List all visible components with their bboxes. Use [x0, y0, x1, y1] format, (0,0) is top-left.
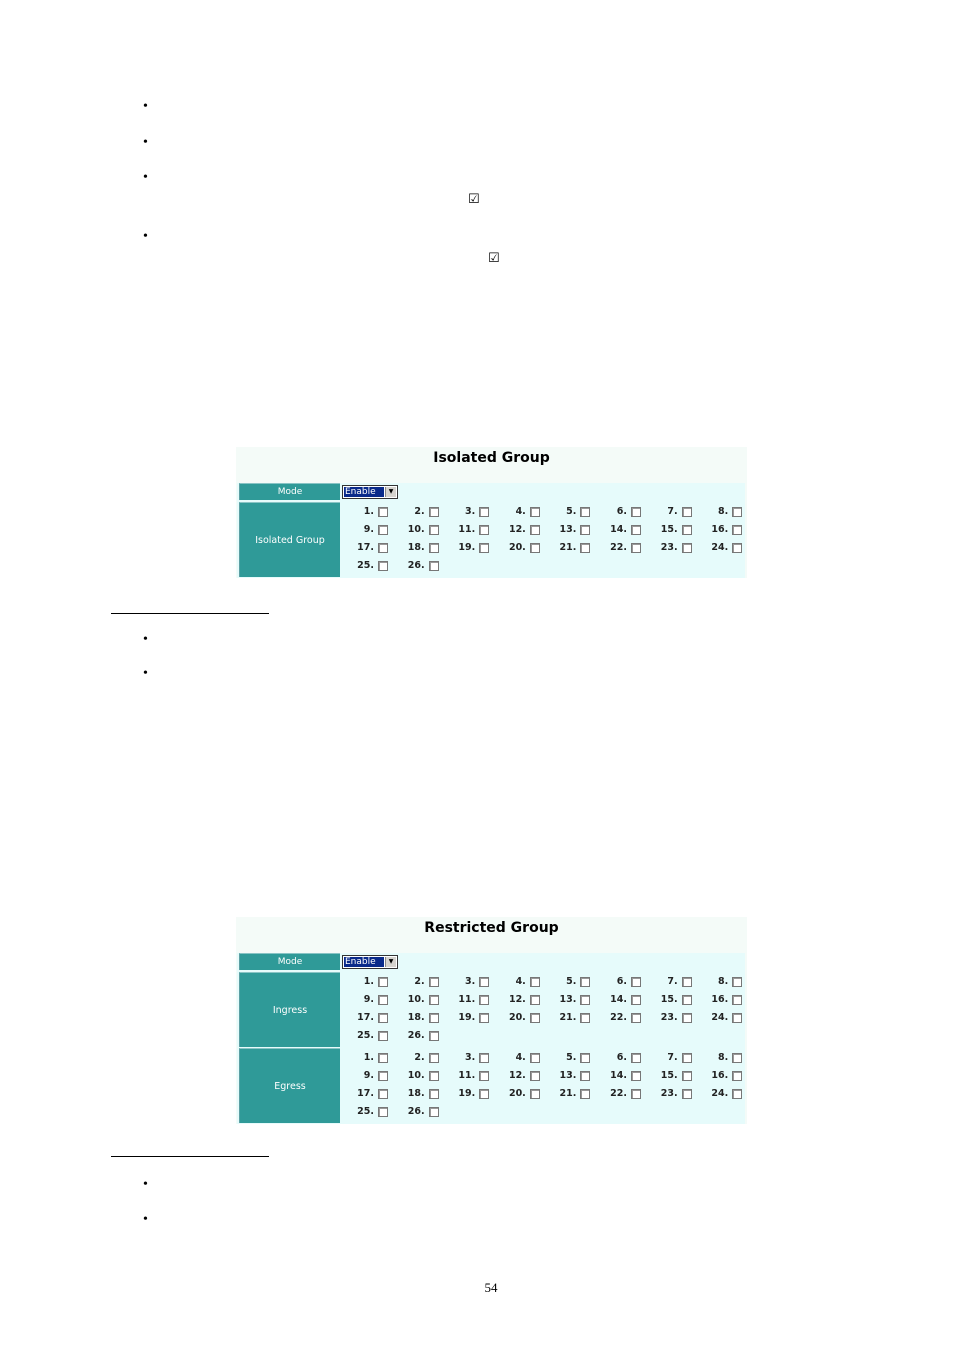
- port-checkbox-item[interactable]: [646, 505, 692, 519]
- port-checkbox[interactable]: [631, 995, 641, 1005]
- port-checkbox[interactable]: [580, 1071, 590, 1081]
- port-checkbox-item[interactable]: [393, 993, 439, 1007]
- port-checkbox[interactable]: [479, 1053, 489, 1063]
- port-checkbox[interactable]: [732, 977, 742, 987]
- port-checkbox[interactable]: [429, 507, 439, 517]
- port-number: 25.: [357, 1106, 374, 1117]
- port-checkbox[interactable]: [530, 525, 540, 535]
- port-checkbox[interactable]: [530, 977, 540, 987]
- port-number: 8.: [717, 1052, 729, 1063]
- port-checkbox[interactable]: [732, 543, 742, 553]
- port-checkbox[interactable]: [580, 1013, 590, 1023]
- port-checkbox[interactable]: [479, 1013, 489, 1023]
- port-number: 15.: [660, 1070, 678, 1081]
- port-number: 21.: [559, 1088, 577, 1099]
- port-checkbox-item[interactable]: [342, 1069, 388, 1083]
- port-checkbox[interactable]: [682, 995, 692, 1005]
- port-number: 6.: [616, 1052, 627, 1063]
- port-number: 5.: [566, 506, 577, 517]
- port-number: 14.: [610, 1070, 627, 1081]
- port-checkbox-item[interactable]: [646, 975, 692, 989]
- port-checkbox-item[interactable]: [646, 523, 692, 537]
- port-checkbox[interactable]: [580, 977, 590, 987]
- port-checkbox[interactable]: [429, 561, 439, 571]
- port-checkbox[interactable]: [580, 1053, 590, 1063]
- bullet-7: •: [143, 1177, 148, 1192]
- port-checkbox[interactable]: [429, 1053, 439, 1063]
- port-number: 22.: [610, 542, 627, 553]
- port-checkbox-item[interactable]: [342, 993, 388, 1007]
- port-checkbox[interactable]: [580, 1089, 590, 1099]
- port-checkbox-item[interactable]: [393, 505, 439, 519]
- mode-select-value: Enable: [344, 487, 384, 497]
- mode-select-value: Enable: [344, 957, 384, 967]
- port-number: 16.: [711, 994, 729, 1005]
- port-number: 1.: [363, 976, 374, 987]
- mode-select[interactable]: [342, 955, 398, 969]
- port-checkbox-item[interactable]: [595, 505, 641, 519]
- port-checkbox-item[interactable]: [595, 975, 641, 989]
- port-number: 8.: [717, 506, 729, 517]
- port-checkbox-item[interactable]: [494, 1069, 540, 1083]
- port-number: 12.: [508, 994, 526, 1005]
- port-checkbox-item[interactable]: [342, 975, 388, 989]
- port-number: 5.: [566, 976, 577, 987]
- port-checkbox[interactable]: [429, 1071, 439, 1081]
- bullet-4: •: [143, 229, 148, 244]
- port-checkbox[interactable]: [530, 543, 540, 553]
- port-number: 13.: [559, 524, 577, 535]
- port-number: 9.: [363, 1070, 374, 1081]
- port-number: 13.: [559, 1070, 577, 1081]
- port-checkbox[interactable]: [479, 1089, 489, 1099]
- port-number: 26.: [407, 1106, 425, 1117]
- port-checkbox[interactable]: [682, 543, 692, 553]
- port-number: 2.: [414, 1052, 425, 1063]
- port-number: 1.: [363, 1052, 374, 1063]
- port-checkbox-item[interactable]: [443, 975, 489, 989]
- port-number: 23.: [660, 1012, 678, 1023]
- port-number: 4.: [515, 506, 526, 517]
- port-checkbox-item[interactable]: [696, 1069, 742, 1083]
- port-number: 10.: [407, 994, 425, 1005]
- port-checkbox[interactable]: [378, 525, 388, 535]
- port-checkbox-item[interactable]: [544, 1069, 590, 1083]
- port-number: 18.: [407, 1012, 425, 1023]
- bullet-1: •: [143, 99, 148, 114]
- port-checkbox-item[interactable]: [595, 1011, 641, 1025]
- port-checkbox[interactable]: [479, 995, 489, 1005]
- port-checkbox-item[interactable]: [696, 1087, 742, 1101]
- port-checkbox-item[interactable]: [342, 1087, 388, 1101]
- port-checkbox-item[interactable]: [393, 559, 439, 573]
- port-checkbox-item[interactable]: [342, 559, 388, 573]
- port-number: 11.: [458, 1070, 476, 1081]
- port-checkbox-item[interactable]: [393, 1011, 439, 1025]
- port-checkbox-item[interactable]: [544, 1011, 590, 1025]
- port-number: 25.: [357, 1030, 374, 1041]
- port-checkbox-item[interactable]: [443, 1069, 489, 1083]
- port-checkbox-item[interactable]: [443, 505, 489, 519]
- port-checkbox[interactable]: [530, 1053, 540, 1063]
- port-checkbox[interactable]: [378, 543, 388, 553]
- port-checkbox-item[interactable]: [443, 541, 489, 555]
- port-checkbox[interactable]: [429, 525, 439, 535]
- port-checkbox-item[interactable]: [595, 993, 641, 1007]
- port-number: 10.: [407, 1070, 425, 1081]
- port-checkbox-item[interactable]: [696, 1011, 742, 1025]
- port-checkbox-item[interactable]: [494, 541, 540, 555]
- port-number: 6.: [616, 506, 627, 517]
- port-checkbox-item[interactable]: [494, 1087, 540, 1101]
- port-number: 21.: [559, 542, 577, 553]
- port-checkbox-item[interactable]: [646, 993, 692, 1007]
- port-checkbox-item[interactable]: [443, 1087, 489, 1101]
- port-checkbox-item[interactable]: [443, 523, 489, 537]
- port-checkbox[interactable]: [378, 507, 388, 517]
- port-checkbox[interactable]: [530, 995, 540, 1005]
- port-checkbox-item[interactable]: [646, 1051, 692, 1065]
- port-checkbox-item[interactable]: [646, 1087, 692, 1101]
- port-checkbox[interactable]: [631, 1089, 641, 1099]
- port-checkbox[interactable]: [631, 507, 641, 517]
- port-checkbox[interactable]: [530, 1089, 540, 1099]
- port-number: 25.: [357, 560, 374, 571]
- port-checkbox[interactable]: [429, 1013, 439, 1023]
- port-number: 15.: [660, 994, 678, 1005]
- port-checkbox[interactable]: [530, 1071, 540, 1081]
- port-number: 19.: [458, 1012, 476, 1023]
- egress-label: Egress: [239, 1048, 340, 1123]
- port-checkbox-item[interactable]: [342, 1051, 388, 1065]
- port-checkbox[interactable]: [732, 1071, 742, 1081]
- port-checkbox-item[interactable]: [696, 1051, 742, 1065]
- port-number: 14.: [610, 994, 627, 1005]
- bullet-3: •: [143, 170, 148, 185]
- port-number: 22.: [610, 1012, 627, 1023]
- port-checkbox[interactable]: [682, 507, 692, 517]
- bullet-8: •: [143, 1212, 148, 1227]
- port-checkbox-item[interactable]: [443, 993, 489, 1007]
- port-checkbox-item[interactable]: [342, 1011, 388, 1025]
- port-checkbox[interactable]: [429, 1031, 439, 1041]
- port-checkbox[interactable]: [732, 525, 742, 535]
- port-checkbox[interactable]: [378, 1053, 388, 1063]
- port-checkbox-item[interactable]: [544, 523, 590, 537]
- port-number: 11.: [458, 994, 476, 1005]
- isolated-group-table: [237, 483, 745, 578]
- port-number: 7.: [667, 1052, 678, 1063]
- port-number: 24.: [711, 1088, 729, 1099]
- port-number: 18.: [407, 1088, 425, 1099]
- port-number: 15.: [660, 524, 678, 535]
- mode-select[interactable]: [342, 485, 398, 499]
- port-checkbox-item[interactable]: [696, 541, 742, 555]
- chevron-down-icon: ▼: [385, 487, 396, 497]
- port-checkbox[interactable]: [732, 995, 742, 1005]
- port-checkbox[interactable]: [631, 977, 641, 987]
- checkmark-icon: ☑: [488, 251, 500, 266]
- port-checkbox-item[interactable]: [646, 1011, 692, 1025]
- port-checkbox[interactable]: [378, 1089, 388, 1099]
- port-checkbox[interactable]: [682, 1013, 692, 1023]
- port-number: 2.: [414, 976, 425, 987]
- port-checkbox-item[interactable]: [646, 541, 692, 555]
- mode-label: Mode: [239, 483, 340, 500]
- port-checkbox[interactable]: [732, 507, 742, 517]
- port-checkbox-item[interactable]: [595, 1087, 641, 1101]
- port-checkbox-item[interactable]: [494, 523, 540, 537]
- port-checkbox[interactable]: [580, 543, 590, 553]
- port-checkbox[interactable]: [580, 507, 590, 517]
- port-checkbox[interactable]: [429, 543, 439, 553]
- port-checkbox[interactable]: [530, 1013, 540, 1023]
- isolated-group-title: Isolated Group: [433, 450, 550, 466]
- port-checkbox[interactable]: [378, 1107, 388, 1117]
- port-number: 20.: [508, 1088, 526, 1099]
- port-number: 16.: [711, 524, 729, 535]
- port-checkbox-item[interactable]: [595, 523, 641, 537]
- ingress-label: Ingress: [239, 972, 340, 1047]
- port-checkbox[interactable]: [378, 561, 388, 571]
- port-checkbox-item[interactable]: [342, 541, 388, 555]
- port-checkbox[interactable]: [682, 1089, 692, 1099]
- port-checkbox[interactable]: [479, 1071, 489, 1081]
- port-number: 19.: [458, 542, 476, 553]
- port-number: 3.: [464, 506, 476, 517]
- port-checkbox-item[interactable]: [544, 1051, 590, 1065]
- port-checkbox-item[interactable]: [393, 1051, 439, 1065]
- port-checkbox-item[interactable]: [494, 505, 540, 519]
- port-checkbox-item[interactable]: [393, 541, 439, 555]
- port-checkbox[interactable]: [732, 1089, 742, 1099]
- port-checkbox[interactable]: [580, 525, 590, 535]
- port-checkbox[interactable]: [429, 995, 439, 1005]
- port-number: 8.: [717, 976, 729, 987]
- port-number: 22.: [610, 1088, 627, 1099]
- port-number: 6.: [616, 976, 627, 987]
- port-checkbox-item[interactable]: [393, 1087, 439, 1101]
- port-number: 17.: [357, 542, 374, 553]
- port-checkbox[interactable]: [580, 995, 590, 1005]
- checkmark-icon: ☑: [468, 192, 480, 207]
- port-checkbox-item[interactable]: [393, 975, 439, 989]
- port-checkbox-item[interactable]: [595, 1051, 641, 1065]
- port-number: 24.: [711, 542, 729, 553]
- port-checkbox[interactable]: [378, 1013, 388, 1023]
- port-number: 26.: [407, 560, 425, 571]
- port-number: 26.: [407, 1030, 425, 1041]
- port-number: 7.: [667, 506, 678, 517]
- port-number: 17.: [357, 1088, 374, 1099]
- port-number: 20.: [508, 1012, 526, 1023]
- port-checkbox[interactable]: [732, 1053, 742, 1063]
- port-checkbox-item[interactable]: [696, 975, 742, 989]
- port-number: 17.: [357, 1012, 374, 1023]
- port-checkbox[interactable]: [378, 1031, 388, 1041]
- port-number: 21.: [559, 1012, 577, 1023]
- port-checkbox-item[interactable]: [393, 1105, 439, 1119]
- port-checkbox[interactable]: [631, 1071, 641, 1081]
- port-number: 19.: [458, 1088, 476, 1099]
- port-checkbox[interactable]: [429, 1089, 439, 1099]
- mode-label: Mode: [239, 953, 340, 970]
- port-checkbox[interactable]: [479, 977, 489, 987]
- restricted-group-table: [237, 953, 745, 1124]
- port-number: 4.: [515, 976, 526, 987]
- restricted-group-title: Restricted Group: [424, 920, 559, 936]
- port-number: 7.: [667, 976, 678, 987]
- port-checkbox[interactable]: [631, 1053, 641, 1063]
- port-checkbox-item[interactable]: [544, 541, 590, 555]
- port-number: 9.: [363, 994, 374, 1005]
- port-checkbox[interactable]: [378, 995, 388, 1005]
- port-number: 4.: [515, 1052, 526, 1063]
- port-number: 16.: [711, 1070, 729, 1081]
- port-number: 2.: [414, 506, 425, 517]
- bullet-2: •: [143, 135, 148, 150]
- port-number: 14.: [610, 524, 627, 535]
- port-checkbox[interactable]: [530, 507, 540, 517]
- port-checkbox-item[interactable]: [494, 1011, 540, 1025]
- port-number: 12.: [508, 1070, 526, 1081]
- port-checkbox-item[interactable]: [393, 1029, 439, 1043]
- port-number: 20.: [508, 542, 526, 553]
- port-checkbox-item[interactable]: [393, 523, 439, 537]
- divider-line: [111, 613, 269, 614]
- port-checkbox-item[interactable]: [443, 1011, 489, 1025]
- port-checkbox-item[interactable]: [342, 523, 388, 537]
- port-number: 23.: [660, 542, 678, 553]
- port-checkbox[interactable]: [429, 977, 439, 987]
- port-checkbox[interactable]: [479, 507, 489, 517]
- port-checkbox-item[interactable]: [544, 505, 590, 519]
- port-number: 1.: [363, 506, 374, 517]
- divider-line: [111, 1156, 269, 1157]
- port-checkbox-item[interactable]: [696, 993, 742, 1007]
- port-number: 9.: [363, 524, 374, 535]
- port-checkbox[interactable]: [631, 525, 641, 535]
- port-checkbox[interactable]: [631, 543, 641, 553]
- port-number: 3.: [464, 976, 476, 987]
- port-checkbox[interactable]: [732, 1013, 742, 1023]
- port-checkbox-item[interactable]: [595, 541, 641, 555]
- port-checkbox[interactable]: [682, 1071, 692, 1081]
- port-checkbox-item[interactable]: [544, 1087, 590, 1101]
- port-checkbox-item[interactable]: [544, 993, 590, 1007]
- port-checkbox-item[interactable]: [595, 1069, 641, 1083]
- chevron-down-icon: ▼: [385, 957, 396, 967]
- bullet-6: •: [143, 666, 148, 681]
- port-checkbox[interactable]: [631, 1013, 641, 1023]
- port-checkbox[interactable]: [479, 543, 489, 553]
- port-number: 11.: [458, 524, 476, 535]
- port-number: 10.: [407, 524, 425, 535]
- port-checkbox[interactable]: [682, 525, 692, 535]
- port-number: 24.: [711, 1012, 729, 1023]
- port-checkbox-item[interactable]: [393, 1069, 439, 1083]
- port-checkbox-item[interactable]: [342, 1029, 388, 1043]
- port-checkbox[interactable]: [682, 1053, 692, 1063]
- port-number: 13.: [559, 994, 577, 1005]
- port-checkbox-item[interactable]: [494, 993, 540, 1007]
- port-checkbox-item[interactable]: [342, 505, 388, 519]
- port-checkbox[interactable]: [378, 977, 388, 987]
- port-checkbox-item[interactable]: [646, 1069, 692, 1083]
- port-number: 3.: [464, 1052, 476, 1063]
- port-checkbox[interactable]: [479, 525, 489, 535]
- port-checkbox-item[interactable]: [696, 505, 742, 519]
- isolated-group-label: Isolated Group: [239, 502, 340, 577]
- bullet-5: •: [143, 632, 148, 647]
- port-number: 18.: [407, 542, 425, 553]
- port-checkbox[interactable]: [429, 1107, 439, 1117]
- port-checkbox[interactable]: [378, 1071, 388, 1081]
- port-checkbox-item[interactable]: [696, 523, 742, 537]
- page-number: 54: [484, 1280, 498, 1295]
- port-number: 23.: [660, 1088, 678, 1099]
- port-number: 5.: [566, 1052, 577, 1063]
- port-number: 12.: [508, 524, 526, 535]
- port-checkbox-item[interactable]: [443, 1051, 489, 1065]
- port-checkbox[interactable]: [682, 977, 692, 987]
- port-checkbox-item[interactable]: [342, 1105, 388, 1119]
- port-checkbox-item[interactable]: [544, 975, 590, 989]
- port-checkbox-item[interactable]: [494, 975, 540, 989]
- port-checkbox-item[interactable]: [494, 1051, 540, 1065]
